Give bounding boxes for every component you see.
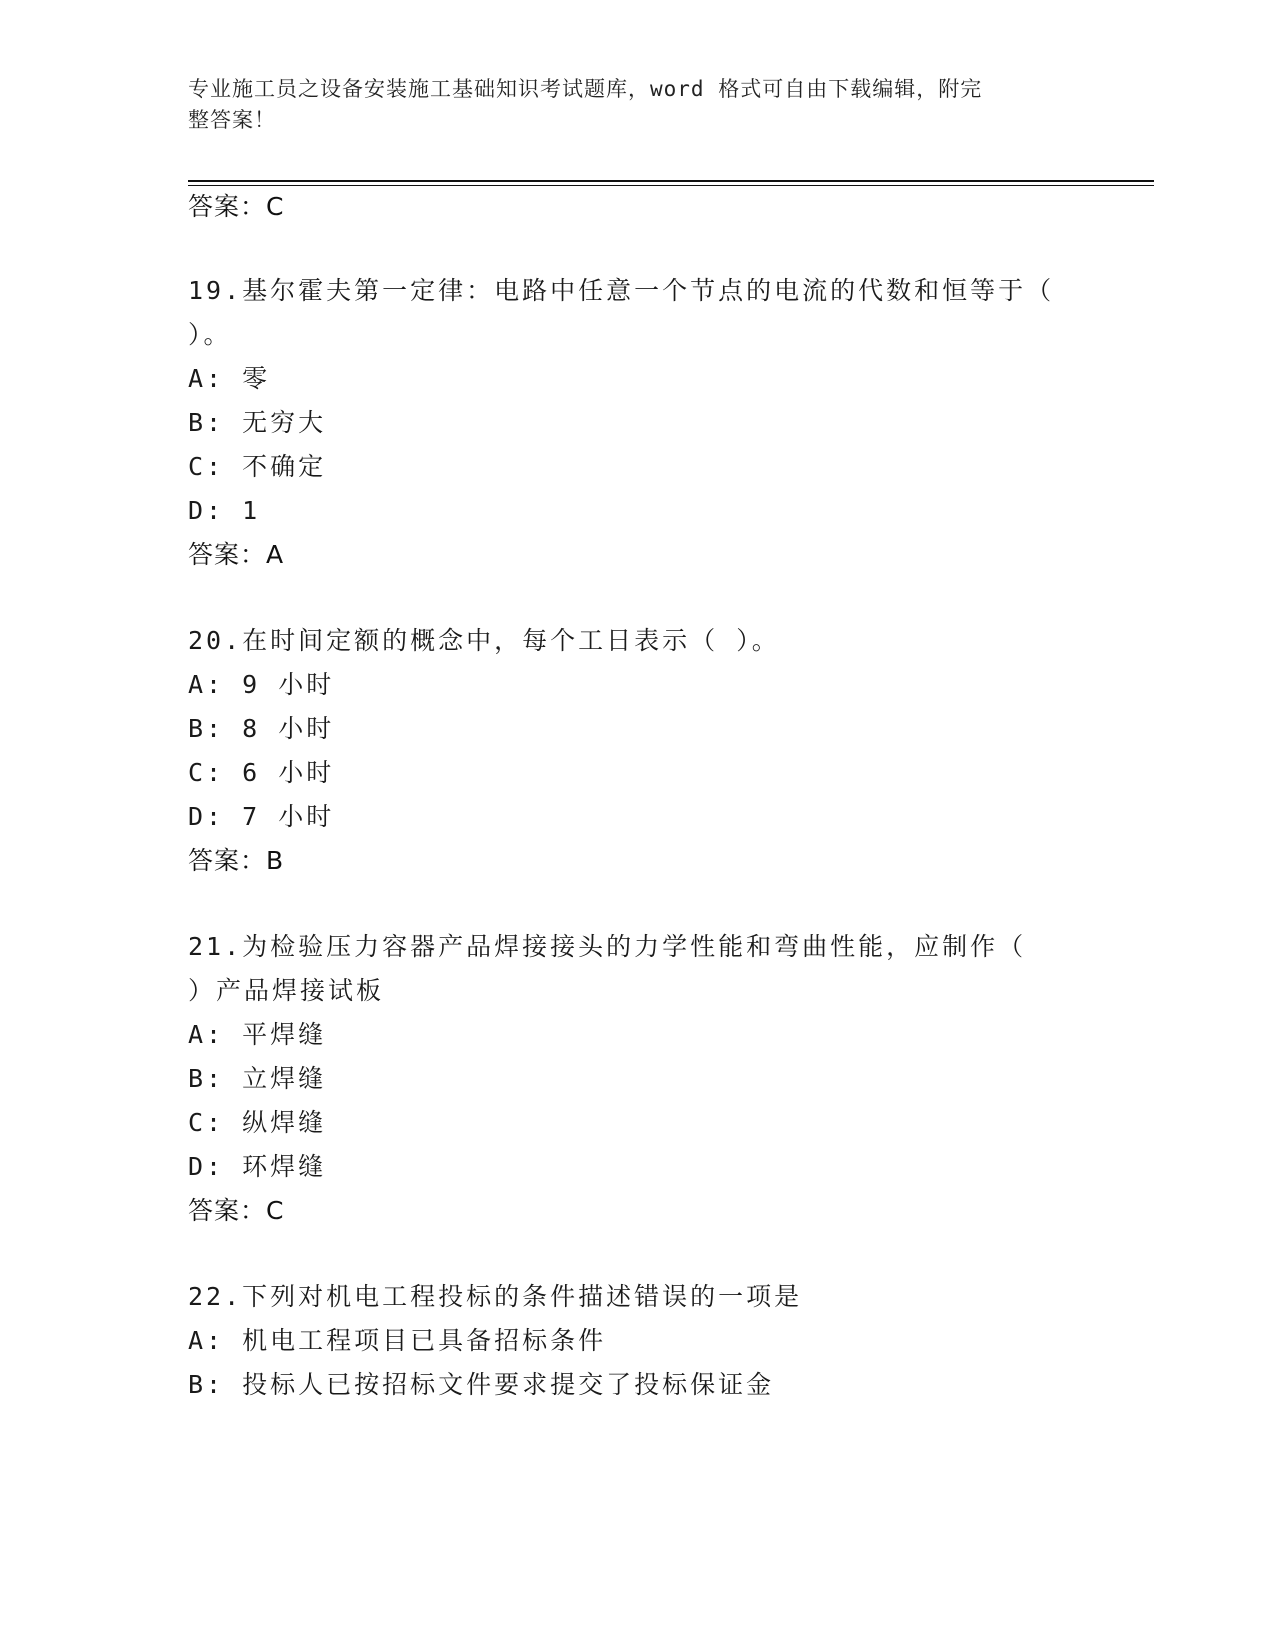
question-20-option-a: A: 9 小时 bbox=[188, 670, 335, 699]
question-21-option-b: B: 立焊缝 bbox=[188, 1064, 327, 1093]
question-20-stem-line-1: 20.在时间定额的概念中，每个工日表示（ ）。 bbox=[188, 626, 780, 655]
header-divider-thin bbox=[188, 185, 1154, 186]
question-22-stem-line-1: 22.下列对机电工程投标的条件描述错误的一项是 bbox=[188, 1282, 803, 1311]
previous-answer: 答案：C bbox=[188, 192, 285, 221]
question-21-option-a: A: 平焊缝 bbox=[188, 1020, 327, 1049]
question-21-option-c: C: 纵焊缝 bbox=[188, 1108, 327, 1137]
question-19-option-c: C: 不确定 bbox=[188, 452, 327, 481]
question-20-option-d: D: 7 小时 bbox=[188, 802, 335, 831]
question-21-option-d: D: 环焊缝 bbox=[188, 1152, 327, 1181]
question-20-option-b: B: 8 小时 bbox=[188, 714, 335, 743]
header-divider-thick bbox=[188, 180, 1154, 182]
question-20-answer: 答案：B bbox=[188, 846, 285, 875]
question-19-stem-line-2: ）。 bbox=[188, 320, 232, 349]
question-22-option-a: A: 机电工程项目已具备招标条件 bbox=[188, 1326, 607, 1355]
question-21-stem-line-2: ）产品焊接试板 bbox=[188, 976, 385, 1005]
question-20-option-c: C: 6 小时 bbox=[188, 758, 335, 787]
question-21-answer: 答案：C bbox=[188, 1196, 285, 1225]
document-header bbox=[188, 74, 1068, 136]
question-21-stem-line-1: 21.为检验压力容器产品焊接接头的力学性能和弯曲性能，应制作（ bbox=[188, 932, 1027, 961]
question-19-option-a: A: 零 bbox=[188, 364, 271, 393]
question-19-stem-line-1: 19.基尔霍夫第一定律：电路中任意一个节点的电流的代数和恒等于（ bbox=[188, 276, 1055, 305]
header-line-2: 整答案！ bbox=[188, 108, 276, 132]
header-line-1: 专业施工员之设备安装施工基础知识考试题库，word 格式可自由下载编辑，附完 bbox=[188, 77, 983, 101]
question-19-option-d: D: 1 bbox=[188, 496, 261, 525]
question-22-option-b: B: 投标人已按招标文件要求提交了投标保证金 bbox=[188, 1370, 775, 1399]
question-19-answer: 答案：A bbox=[188, 540, 285, 569]
question-19-option-b: B: 无穷大 bbox=[188, 408, 327, 437]
